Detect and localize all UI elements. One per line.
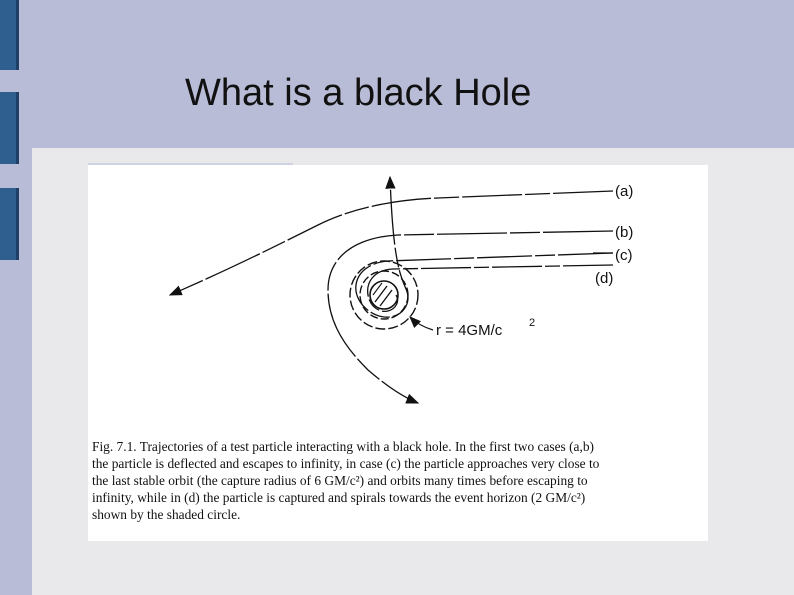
radius-pointer [410,317,433,330]
label-d: (d) [595,270,614,287]
trajectory-b [328,231,613,403]
caption-line: the particle is deflected and escapes to infinity, in case (c) the particle approaches very close to [92,456,600,471]
sidebar-accent-bar-1 [0,0,19,70]
trajectory-d [368,265,613,311]
caption-line: the last stable orbit (the capture radius of 6 GM/c²) and orbits many times before escaping to [92,473,588,488]
label-b: (b) [615,224,634,241]
caption-line: infinity, while in (d) the particle is captured and spirals towards the event horizon (2 GM/c²) [92,490,586,505]
sidebar-accent-bar-2 [0,92,19,164]
label-a: (a) [615,183,634,200]
figure-caption [92,438,706,523]
label-c: (c) [615,247,633,264]
slide-title: What is a black Hole [185,72,532,114]
caption-line: shown by the shaded circle. [92,507,241,522]
caption-line: Fig. 7.1. Trajectories of a test particle interacting with a black hole. In the first two cases (a,b) [92,439,595,454]
radius-exponent: 2 [529,317,536,329]
sidebar-accent-bar-3 [0,188,19,260]
radius-label: r = 4GM/c [436,322,503,339]
